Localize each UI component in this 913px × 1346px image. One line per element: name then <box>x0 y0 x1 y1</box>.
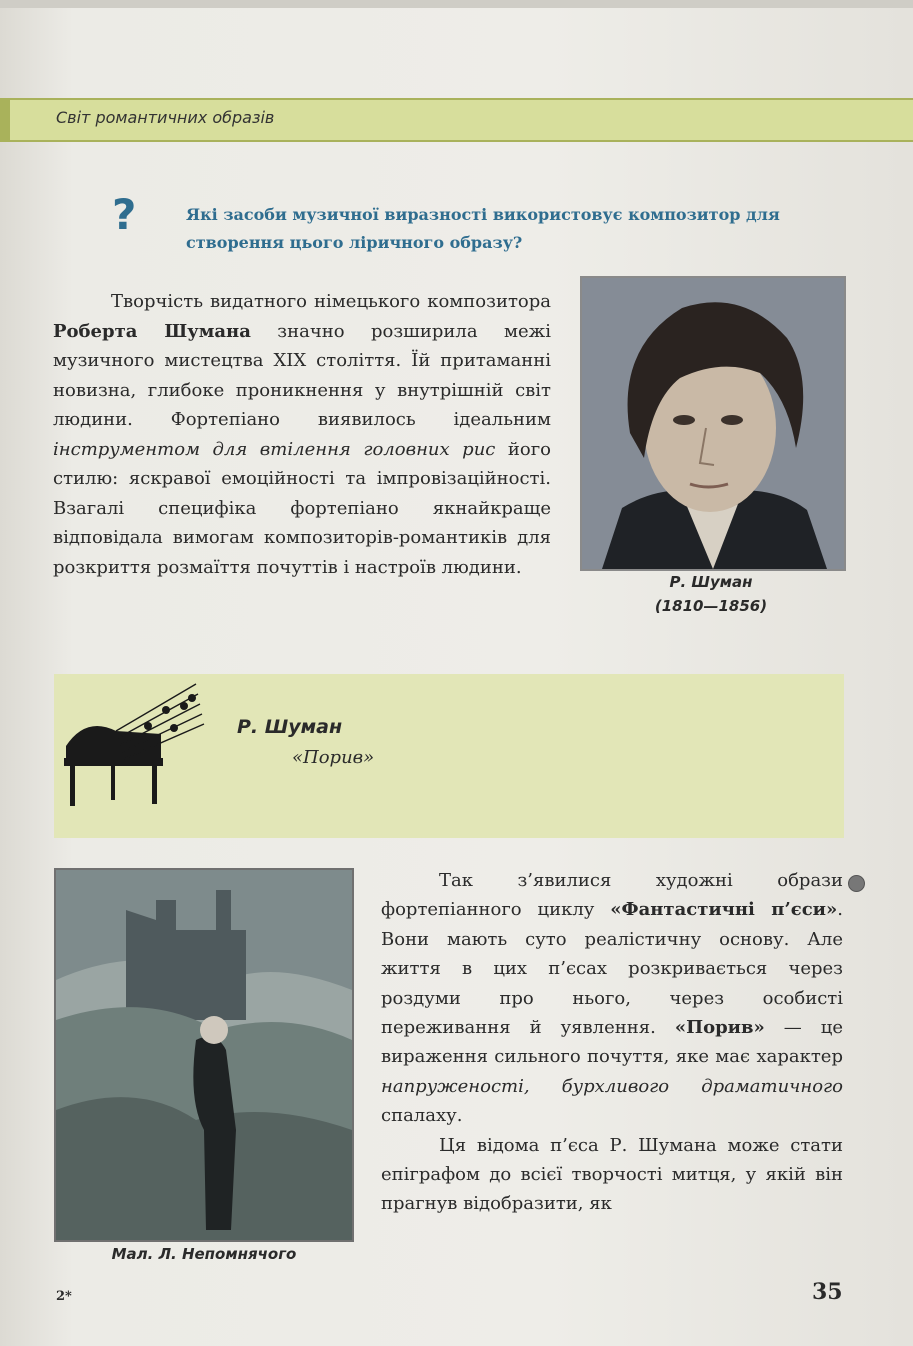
intro-text-3: його стилю: яскравої емоційності та імпровізаційності. Взагалі специфіка фортепіано якнайкраще відповідала вимогам композиторів-романтиків для розкриття розмаїття почуттів і настроїв людини. <box>53 438 552 578</box>
main-text <box>381 866 843 1219</box>
portrait-years: (1810—1856) <box>654 597 768 615</box>
illustration-caption: Мал. Л. Непомнячого <box>111 1245 297 1263</box>
illustration-drawing <box>56 870 352 1240</box>
main-paragraph-2: Ця відома п’єса Р. Шумана може стати епіграфом до всієї творчості митця, у якій він прагнув відобразити, як <box>381 1134 843 1215</box>
illustration <box>54 868 354 1242</box>
piece-title-bold: «Порив» <box>674 1017 765 1039</box>
margin-bullet <box>848 875 865 892</box>
signature-mark: 2* <box>56 1289 72 1304</box>
composer-name-bold: Роберта Шумана <box>53 320 251 342</box>
main-paragraph-1 <box>381 866 843 1131</box>
page-number: 35 <box>812 1279 843 1305</box>
schumann-portrait <box>580 276 846 571</box>
intro-paragraph <box>53 287 551 582</box>
work-composer: Р. Шуман <box>237 716 343 738</box>
intro-text-1: Творчість видатного німецького композитора <box>111 291 551 312</box>
question-text: Які засоби музичної виразності використовує композитор для створення цього ліричного образу? <box>186 205 780 252</box>
main-emphasis: напруженості, бурхливого драматичного <box>381 1075 843 1097</box>
piano-music-icon <box>56 676 206 826</box>
main-text-a1: Так з’явилися художні образи фортепіанного циклу <box>381 870 843 921</box>
section-title: Світ романтичних образів <box>56 108 275 127</box>
portrait-drawing <box>582 278 844 569</box>
portrait-name: Р. Шуман <box>669 573 753 591</box>
question-mark-icon: ? <box>112 190 137 239</box>
cycle-title-bold: «Фантастичні п’єси» <box>610 899 838 921</box>
main-text-a3: — це вираження сильного почуття, яке має характер <box>381 1017 844 1068</box>
top-edge <box>0 0 913 8</box>
main-text-a4: спалаху. <box>381 1105 463 1127</box>
intro-text-2: значно розширила межі музичного мистецтва XIX століття. Їй притаманні новизна, глибоке проникнення у внутрішній світ людини. Фортепіано виявилось ідеальним <box>53 320 551 430</box>
portrait-caption <box>590 570 832 618</box>
main-text-a2: . Вони мають суто реалістичну основу. Але життя в цих п’єсах розкривається через роздуми про нього, через особисті переживання й уявлення. <box>381 899 843 1039</box>
work-title: «Порив» <box>292 747 375 768</box>
section-header-accent <box>0 98 10 142</box>
intro-emphasis: інструментом для втілення головних рис <box>53 438 496 460</box>
